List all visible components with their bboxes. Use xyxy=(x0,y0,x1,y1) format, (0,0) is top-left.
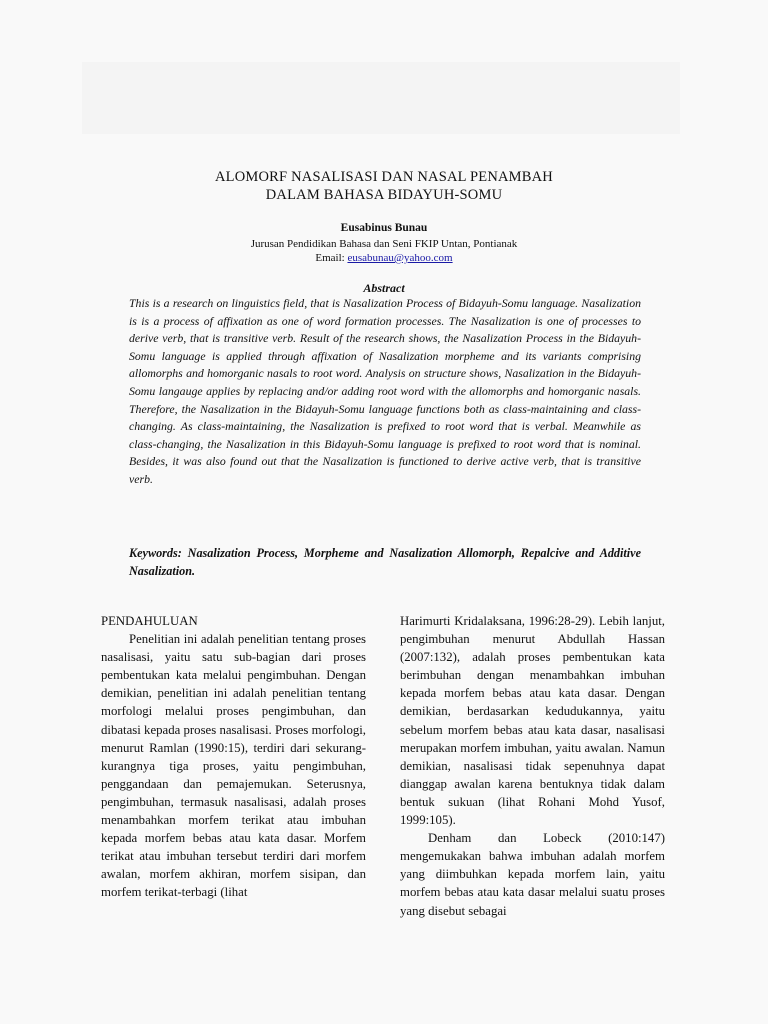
email-link[interactable]: eusabunau@yahoo.com xyxy=(347,252,453,264)
right-column xyxy=(400,612,665,920)
author-name: Eusabinus Bunau xyxy=(340,222,428,234)
affiliation: Jurusan Pendidikan Bahasa dan Seni FKIP Untan, Pontianak xyxy=(250,238,518,250)
abstract-heading: Abstract xyxy=(363,281,405,295)
abstract-text: This is a research on linguistics field, that is Nasalization Process of Bidayuh-Somu language. Nasalization is is a process of affixation as one of word formation processes. The Nasalization is one of processes to derive verb, that is transitive verb. Result of the research shows, the Nasalization Process in the Bidayuh-Somu language is applied through affixation of Nasalization morpheme and its variants comprising allomorphs and homorganic nasals to root word. Analysis on structure shows, Nasalization in the Bidayuh-Somu langauge applies by replacing and/or adding root word with the allomorphs and homorganic nasals. Therefore, the Nasalization in the Bidayuh-Somu language functions both as class-maintaining and class-changing. As class-maintaining, the Nasalization is prefixed to root word that is verbal. Meanwhile as class-changing, the Nasalization in this Bidayuh-Somu language is prefixed to root word that is nominal. Besides, it was also found out that the Nasalization is functioned to derive active verb, that is transitive verb. xyxy=(129,296,641,486)
intro-paragraph-2: Harimurti Kridalaksana, 1996:28-29). Lebih lanjut, pengimbuhan menurut Abdullah Hassan (2007:132), adalah proses pembentukan kata berimbuhan dengan menambahkan imbuhan kepada morfem bebas atau kata dasar. Dengan demikian, berdasarkan kedudukannya, yaitu sebelum morfem bebas atau kata dasar, nasalisasi merupakan morfem imbuhan, yaitu awalan. Namun demikian, nasalisasi tidak sepenuhnya dapat dianggap awalan karena bentuknya tidak dalam bentuk sukuan (lihat Rohani Mohd Yusof, 1999:105). xyxy=(400,614,665,828)
intro-paragraph-3: Denham dan Lobeck (2010:147) mengemukakan bahwa imbuhan adalah morfem yang diimbuhkan kepada morfem lain, yaitu morfem bebas atau kata dasar melalui suatu proses yang disebut sebagai xyxy=(400,831,665,918)
affiliation-block xyxy=(0,237,768,265)
left-column xyxy=(101,612,366,902)
email-line xyxy=(0,251,768,265)
keywords-label: Keywords: xyxy=(129,546,182,560)
keywords xyxy=(129,544,641,580)
keywords-text: Nasalization Process, Morpheme and Nasalization Allomorph, Repalcive and Additive Nasalization. xyxy=(129,546,641,578)
section-heading: PENDAHULUAN xyxy=(101,614,198,628)
paper-title xyxy=(0,168,768,204)
email-label: Email: xyxy=(315,252,348,264)
header-band xyxy=(82,62,680,134)
intro-paragraph-1: Penelitian ini adalah penelitian tentang proses nasalisasi, yaitu satu sub-bagian dari proses pembentukan kata melalui pengimbuhan. Dengan demikian, penelitian ini adalah penelitian tentang morfologi melalui proses pengimbuhan, dan dibatasi kepada proses nasalisasi. Proses morfologi, menurut Ramlan (1990:15), terdiri dari sekurang-kurangnya tiga proses, yaitu pengimbuhan, penggandaan dan pemajemukan. Seterusnya, pengimbuhan, termasuk nasalisasi, adalah proses menambahkan morfem terikat atau imbuhan kepada morfem bebas atau kata dasar. Morfem terikat atau imbuhan tersebut terdiri dari morfem awalan, morfem akhiran, morfem sisipan, dan morfem terikat-terbagi (lihat xyxy=(101,632,366,900)
title-line-1: ALOMORF NASALISASI DAN NASAL PENAMBAH xyxy=(215,169,553,185)
title-line-2: DALAM BAHASA BIDAYUH-SOMU xyxy=(265,187,503,203)
